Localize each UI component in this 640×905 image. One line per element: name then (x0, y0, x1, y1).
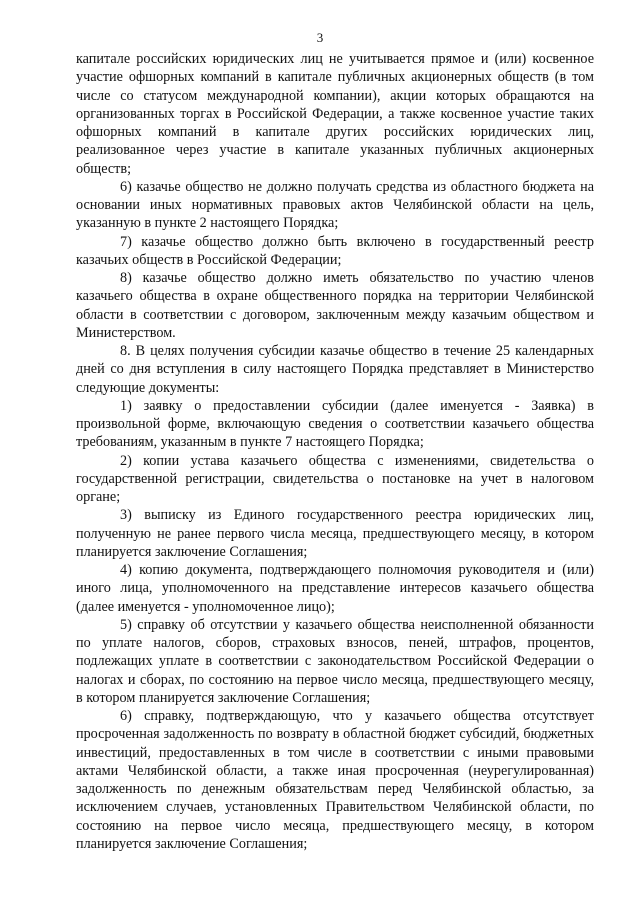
paragraph-doc-1: 1) заявку о предоставлении субсидии (далее именуется - Заявка) в произвольной форме, включающую сведения о соответствии казачьего общества требованиям, указанным в пункте 7 настоящего Порядка; (76, 397, 594, 451)
paragraph-item-7: 7) казачье общество должно быть включено в государственный реестр казачьих обществ в Российской Федерации; (76, 233, 594, 268)
paragraph-doc-2: 2) копии устава казачьего общества с изменениями, свидетельства о государственной регистрации, свидетельства о постановке на учет в налоговом органе; (76, 452, 594, 505)
paragraph-continuation: капитале российских юридических лиц не учитывается прямое и (или) косвенное участие офшорных компаний в капитале публичных акционерных обществ (в том числе со статусом международной компании), акции которых обращаются на организованных торгах в Российской Федерации, а также косвенное участие таких офшорных компаний в капитале других российских юридических лиц, реализованное через участие в капитале указанных публичных акционерных обществ; (76, 51, 594, 177)
paragraph-doc-6: 6) справку, подтверждающую, что у казачьего общества отсутствует просроченная задолженность по возврату в областной бюджет субсидий, бюджетных инвестиций, предоставленных в том числе в соответствии с иными правовыми актами Челябинской области, а также иная просроченная (неурегулированная) задолженность по денежным обязательствам перед Челябинской областью, за исключением случаев, установленных Правительством Челябинской области, по состоянию на первое число месяца, предшествующего месяцу, в котором планируется заключение Соглашения; (76, 708, 594, 852)
document-body (76, 50, 594, 853)
paragraph-doc-4: 4) копию документа, подтверждающего полномочия руководителя и (или) иного лица, уполномоченного на представление интересов казачьего общества (далее именуется - уполномоченное лицо); (76, 562, 594, 615)
paragraph-doc-3: 3) выписку из Единого государственного реестра юридических лиц, полученную не ранее первого числа месяца, предшествующего месяцу, в котором планируется заключение Соглашения; (76, 507, 594, 560)
paragraph-clause-8: 8. В целях получения субсидии казачье общество в течение 25 календарных дней со дня вступления в силу настоящего Порядка представляет в Министерство следующие документы: (76, 343, 594, 396)
page-number: 3 (316, 30, 324, 45)
paragraph-item-8: 8) казачье общество должно иметь обязательство по участию членов казачьего общества в охране общественного порядка на территории Челябинской области в соответствии с договором, заключенным между казачьим обществом и Министерством. (76, 270, 594, 341)
paragraph-doc-5: 5) справку об отсутствии у казачьего общества неисполненной обязанности по уплате налогов, сборов, страховых взносов, пеней, штрафов, процентов, подлежащих уплате в соответствии с законодательством Российской Федерации о налогах и сборах, по состоянию на первое число месяца, предшествующего месяцу, в котором планируется заключение Соглашения; (76, 616, 594, 706)
paragraph-item-6: 6) казачье общество не должно получать средства из областного бюджета на основании иных нормативных правовых актов Челябинской области на цель, указанную в пункте 2 настоящего Порядка; (76, 178, 594, 232)
